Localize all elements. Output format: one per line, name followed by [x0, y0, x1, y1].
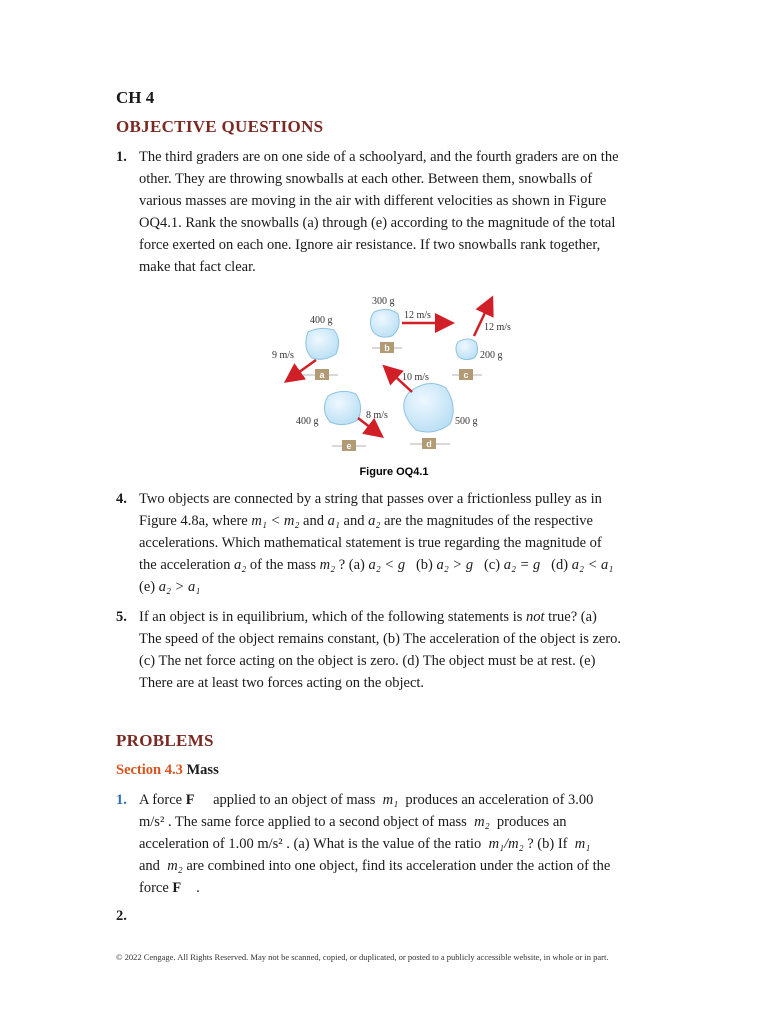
- option-c: a₂ = g: [503, 557, 541, 573]
- question-text-line: Two objects are connected by a string that passes over a frictionless pulley as in: [139, 491, 602, 507]
- speed-a: 9 m/s: [272, 350, 294, 361]
- question-text-line: various masses are moving in the air with different velocities as shown in Figure: [139, 193, 607, 209]
- speed-d: 10 m/s: [402, 372, 429, 383]
- question-text-line: the acceleration a₂ of the mass m₂ ? (a) a₂ < g (b) a₂ > g (c) a₂ = g (d) a₂ < a₁: [139, 557, 614, 573]
- copyright-footer: © 2022 Cengage. All Rights Reserved. May not be scanned, copied, or duplicated, or posted to a publicly accessible website, in whole or in part.: [116, 952, 609, 962]
- mass-b: 300 g: [372, 296, 395, 307]
- mass-d: 500 g: [455, 416, 478, 427]
- tag-c-label: c: [463, 370, 469, 380]
- tag-b-label: b: [384, 343, 390, 353]
- option-b: a₂ > g: [436, 557, 474, 573]
- question-text-line: (c) The net force acting on the object is zero. (d) The object must be at rest. (e): [139, 653, 596, 669]
- speed-c: 12 m/s: [484, 322, 511, 333]
- problem-text-line: m/s² . The same force applied to a second object of mass m₂ produces an: [139, 814, 567, 830]
- question-text-line: force exerted on each one. Ignore air resistance. If two snowballs rank together,: [139, 237, 601, 253]
- problem-1: [116, 789, 656, 899]
- question-text-line: The speed of the object remains constant, (b) The acceleration of the object is zero.: [139, 631, 622, 647]
- figure-oq4-1: [262, 290, 522, 480]
- tag-a-label: a: [319, 370, 325, 380]
- chapter-title: CH 4: [116, 88, 155, 107]
- snowball-a: [306, 328, 339, 359]
- section-title: Mass: [182, 762, 219, 778]
- question-text-line: OQ4.1. Rank the snowballs (a) through (e) according to the magnitude of the total: [139, 215, 616, 231]
- problem-number: 1.: [116, 792, 127, 808]
- section-number: Section 4.3: [116, 762, 183, 778]
- question-1: [116, 146, 656, 278]
- snowball-c: [456, 339, 478, 360]
- question-number: 1.: [116, 149, 127, 165]
- question-text-line: accelerations. Which mathematical statement is true regarding the magnitude of: [139, 535, 602, 551]
- snowball-diagram: [262, 290, 522, 480]
- mass-c: 200 g: [480, 350, 503, 361]
- tag-d-label: d: [426, 439, 432, 449]
- tag-e-label: e: [346, 441, 352, 451]
- problem-text-line: and m₂ are combined into one object, find its acceleration under the action of the: [139, 858, 611, 874]
- section-heading: [116, 762, 219, 779]
- question-text-line: The third graders are on one side of a schoolyard, and the fourth graders are on the: [139, 149, 619, 165]
- option-a: a₂ < g: [368, 557, 406, 573]
- question-number: 4.: [116, 491, 127, 507]
- problem-number: 2.: [116, 908, 127, 924]
- mass-e: 400 g: [296, 416, 319, 427]
- snowball-b: [370, 309, 399, 337]
- mass-a: 400 g: [310, 315, 333, 326]
- question-text-line: There are at least two forces acting on the object.: [139, 675, 425, 691]
- problems-heading: PROBLEMS: [116, 731, 214, 750]
- speed-b: 12 m/s: [404, 310, 431, 321]
- question-text-line: other. They are throwing snowballs at each other. Between them, snowballs of: [139, 171, 593, 187]
- question-text-line: (e) a₂ > a₁: [139, 579, 201, 595]
- question-number: 5.: [116, 609, 127, 625]
- snowball-e: [324, 391, 360, 424]
- objective-questions-heading: OBJECTIVE QUESTIONS: [116, 117, 324, 136]
- question-text-line: Figure 4.8a, where m₁ < m₂ and a₁ and a₂ are the magnitudes of the respective: [139, 513, 593, 529]
- question-text-line: make that fact clear.: [139, 259, 256, 275]
- question-text-line: If an object is in equilibrium, which of the following statements is not true? (a): [139, 609, 597, 625]
- speed-e: 8 m/s: [366, 410, 388, 421]
- figure-caption: Figure OQ4.1: [359, 466, 429, 478]
- question-4: [116, 488, 656, 598]
- option-d: a₂ < a₁: [571, 557, 614, 573]
- question-5: [116, 606, 656, 694]
- option-e: a₂ > a₁: [158, 579, 201, 595]
- problem-text-line: force F⃗ .: [139, 880, 200, 896]
- problem-text-line: A force F⃗ applied to an object of mass m₁ produces an acceleration of 3.00: [139, 792, 594, 808]
- problem-text-line: acceleration of 1.00 m/s² . (a) What is the value of the ratio m₁/m₂ ? (b) If m₁: [139, 836, 591, 852]
